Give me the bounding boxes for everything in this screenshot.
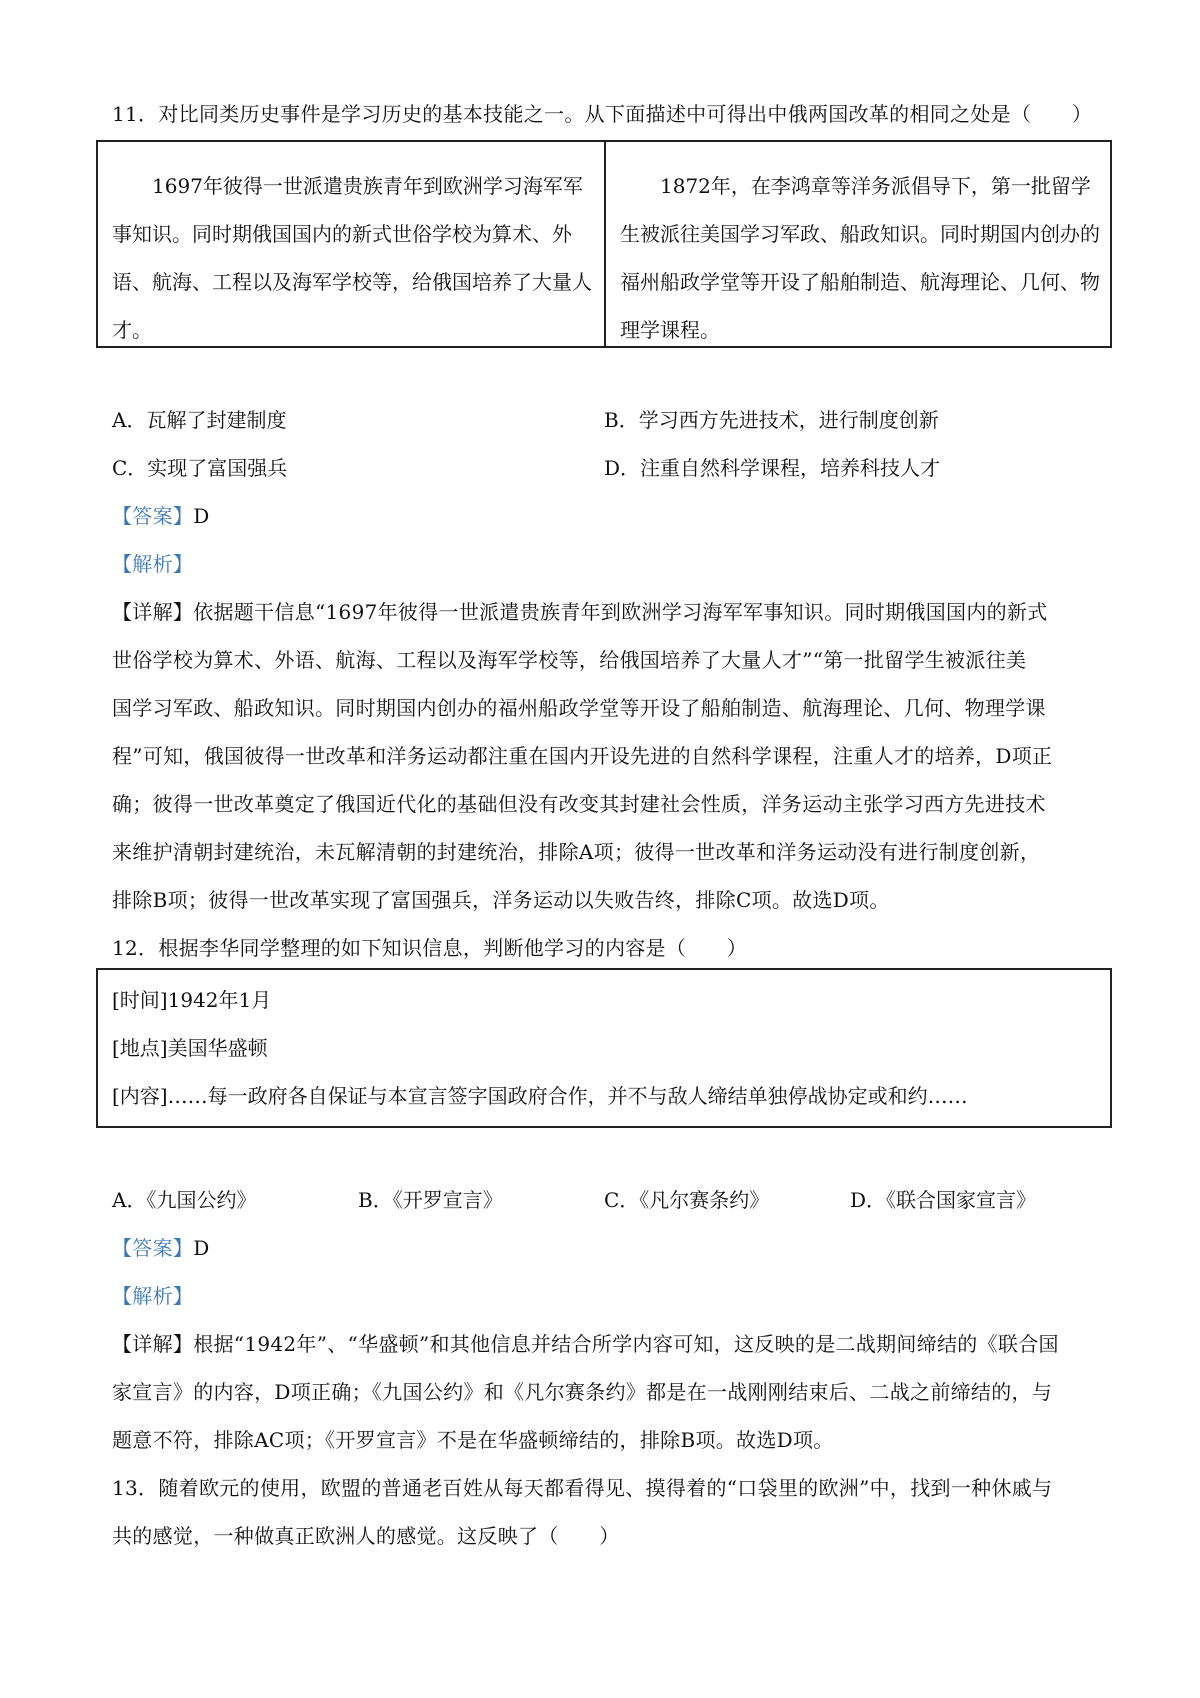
q11-answer-value: D xyxy=(193,504,210,528)
q12-detail-line: 题意不符，排除AC项；《开罗宣言》不是在华盛顿缔结的，排除B项。故选D项。 xyxy=(112,1428,834,1452)
q12-detail-text: 根据“1942年”、“华盛顿”和其他信息并结合所学内容可知，这反映的是二战期间缔结的《联合国 xyxy=(193,1332,1059,1356)
q12-answer-label: 【答案】 xyxy=(112,1236,194,1260)
q12-analysis-label: 【解析】 xyxy=(112,1284,194,1308)
q13-stem-line: 共的感觉，一种做真正欧洲人的感觉。这反映了（ ） xyxy=(112,1524,620,1548)
q12-option-b: B．《开罗宣言》 xyxy=(358,1188,503,1212)
q11-detail-line: 确；彼得一世改革奠定了俄国近代化的基础但没有改变其封建社会性质，洋务运动主张学习西方先进技术 xyxy=(112,792,1046,816)
q11-detail-line: 国学习军政、船政知识。同时期国内创办的福州船政学堂等开设了船舶制造、航海理论、几何、物理学课 xyxy=(112,696,1046,720)
q12-answer-value: D xyxy=(193,1236,210,1260)
q11-detail-line xyxy=(112,598,1112,626)
q11-detail-line: 世俗学校为算术、外语、航海、工程以及海军学校等，给俄国培养了大量人才”“第一批留学生被派往美 xyxy=(112,648,1027,672)
q12-option-a: A．《九国公约》 xyxy=(112,1188,257,1212)
q12-box-place: [地点]美国华盛顿 xyxy=(112,1036,268,1060)
q12-detail-line xyxy=(112,1330,1112,1358)
q11-answer xyxy=(112,502,1112,530)
q12-option-d: D．《联合国家宣言》 xyxy=(850,1188,1037,1212)
q11-detail-line: 来维护清朝封建统治，未瓦解清朝的封建统治，排除A项；彼得一世改革和洋务运动没有进行制度创新， xyxy=(112,840,1041,864)
q11-table-right-cell xyxy=(606,142,1110,346)
q12-detail-line: 家宣言》的内容，D项正确；《九国公约》和《凡尔赛条约》都是在一战刚刚结束后、二战之前缔结的，与 xyxy=(112,1380,1053,1404)
q11-analysis-label: 【解析】 xyxy=(112,552,194,576)
q11-stem: 11．对比同类历史事件是学习历史的基本技能之一。从下面描述中可得出中俄两国改革的相同之处是（ ） xyxy=(112,102,1093,126)
q12-box-time: [时间]1942年1月 xyxy=(112,988,272,1012)
q12-box-content: [内容]……每一政府各自保证与本宣言签字国政府合作，并不与敌人缔结单独停战协定或和约…… xyxy=(112,1084,968,1108)
q12-info-box xyxy=(96,968,1112,1128)
q11-option-b: B．学习西方先进技术，进行制度创新 xyxy=(604,408,939,432)
q11-option-d: D．注重自然科学课程，培养科技人才 xyxy=(604,456,941,480)
q11-option-a: A．瓦解了封建制度 xyxy=(112,408,287,432)
q11-answer-label: 【答案】 xyxy=(112,504,194,528)
q11-right-text: 1872年，在李鸿章等洋务派倡导下，第一批留学生被派往美国学习军政、船政知识。同时期国内创办的福州船政学堂等开设了船舶制造、航海理论、几何、物理学课程。 xyxy=(620,174,1100,342)
q11-left-text: 1697年彼得一世派遣贵族青年到欧洲学习海军军事知识。同时期俄国国内的新式世俗学校为算术、外语、航海、工程以及海军学校等，给俄国培养了大量人才。 xyxy=(112,174,592,342)
q11-comparison-table xyxy=(96,140,1112,348)
q12-option-c: C．《凡尔赛条约》 xyxy=(604,1188,770,1212)
q12-answer xyxy=(112,1234,1112,1262)
q12-stem: 12．根据李华同学整理的如下知识信息，判断他学习的内容是（ ） xyxy=(112,936,748,960)
q11-option-c: C．实现了富国强兵 xyxy=(112,456,288,480)
q13-stem-line: 13．随着欧元的使用，欧盟的普通老百姓从每天都看得见、摸得着的“口袋里的欧洲”中，找到一种休戚与 xyxy=(112,1476,1053,1500)
q11-detail-text: 依据题干信息“1697年彼得一世派遣贵族青年到欧洲学习海军军事知识。同时期俄国国内的新式 xyxy=(193,600,1048,624)
q11-detail-label: 【详解】 xyxy=(112,600,194,624)
q11-detail-line: 程”可知，俄国彼得一世改革和洋务运动都注重在国内开设先进的自然科学课程，注重人才的培养，D项正 xyxy=(112,744,1053,768)
q11-detail-line: 排除B项；彼得一世改革实现了富国强兵，洋务运动以失败告终，排除C项。故选D项。 xyxy=(112,888,890,912)
q12-detail-label: 【详解】 xyxy=(112,1332,194,1356)
q11-table-left-cell xyxy=(98,142,604,346)
